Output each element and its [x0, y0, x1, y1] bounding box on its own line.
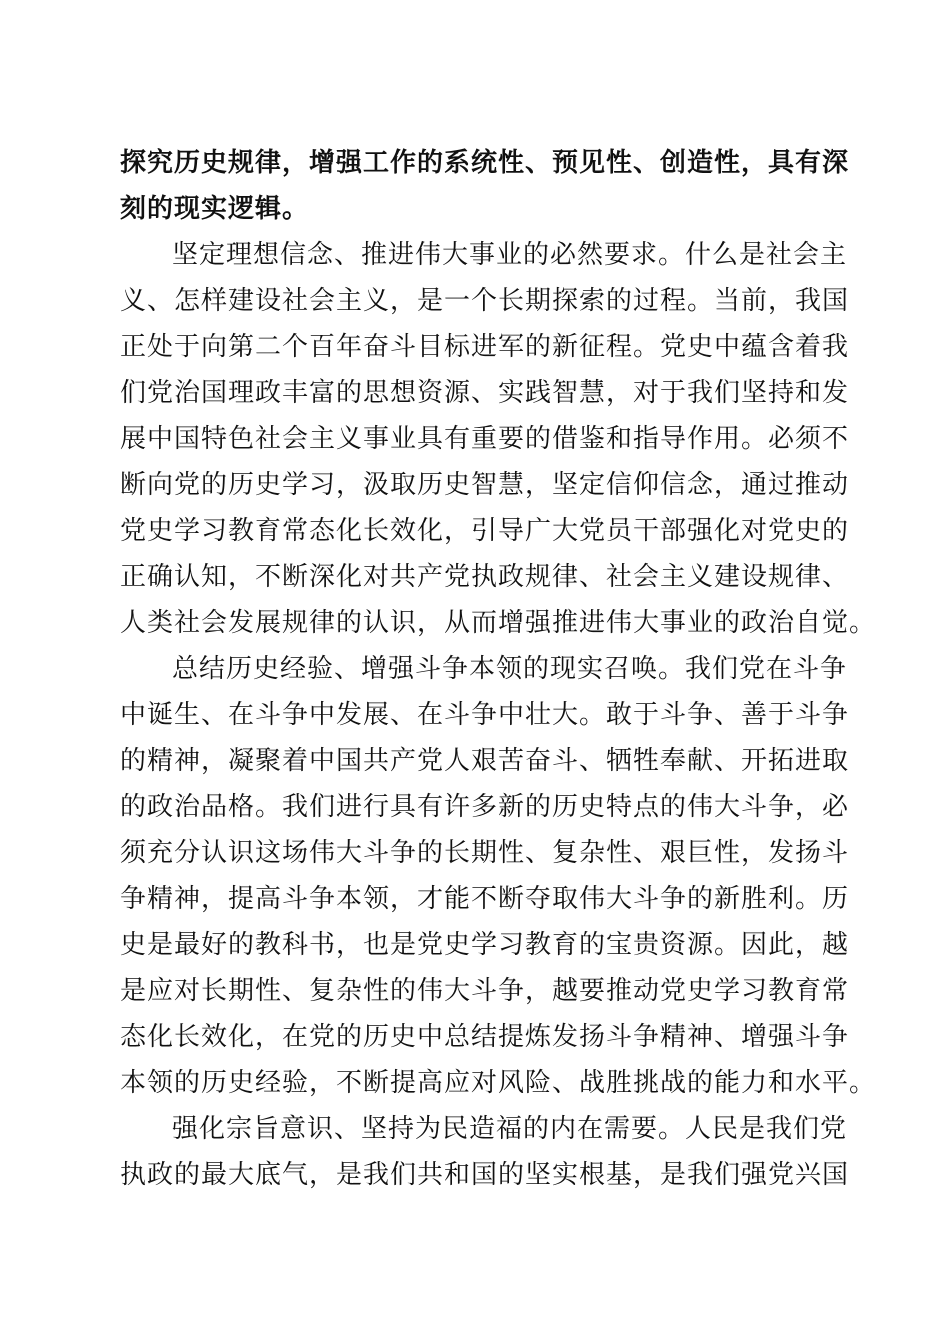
- document-body: [120, 140, 877, 1198]
- paragraph-4: [120, 1106, 850, 1198]
- text-line: 强化宗旨意识、坚持为民造福的内在需要。人民是我们党: [172, 1114, 848, 1144]
- text-line: 探究历史规律，增强工作的系统性、预见性、创造性，具有深: [120, 148, 850, 178]
- text-line: 正确认知，不断深化对共产党执政规律、社会主义建设规律、: [120, 562, 850, 592]
- text-line: 党史学习教育常态化长效化，引导广大党员干部强化对党史的: [120, 516, 850, 546]
- text-line: 断向党的历史学习，汲取历史智慧，坚定信仰信念，通过推动: [120, 470, 850, 500]
- paragraph-2: [120, 232, 877, 646]
- text-line: 态化长效化，在党的历史中总结提炼发扬斗争精神、增强斗争: [120, 1022, 850, 1052]
- text-line: 执政的最大底气，是我们共和国的坚实根基，是我们强党兴国: [120, 1160, 850, 1190]
- text-line: 争精神，提高斗争本领，才能不断夺取伟大斗争的新胜利。历: [120, 884, 850, 914]
- text-line: 本领的历史经验，不断提高应对风险、战胜挑战的能力和水平。: [120, 1068, 877, 1098]
- text-line: 坚定理想信念、推进伟大事业的必然要求。什么是社会主: [172, 240, 848, 270]
- text-line: 中诞生、在斗争中发展、在斗争中壮大。敢于斗争、善于斗争: [120, 700, 850, 730]
- text-line: 正处于向第二个百年奋斗目标进军的新征程。党史中蕴含着我: [120, 332, 850, 362]
- text-line: 展中国特色社会主义事业具有重要的借鉴和指导作用。必须不: [120, 424, 850, 454]
- text-line: 人类社会发展规律的认识，从而增强推进伟大事业的政治自觉。: [120, 608, 877, 638]
- text-line: 义、怎样建设社会主义，是一个长期探索的过程。当前，我国: [120, 286, 850, 316]
- text-line: 总结历史经验、增强斗争本领的现实召唤。我们党在斗争: [172, 654, 848, 684]
- text-line: 史是最好的教科书，也是党史学习教育的宝贵资源。因此，越: [120, 930, 850, 960]
- paragraph-1: [120, 140, 850, 232]
- text-line: 们党治国理政丰富的思想资源、实践智慧，对于我们坚持和发: [120, 378, 850, 408]
- text-line: 的精神，凝聚着中国共产党人艰苦奋斗、牺牲奉献、开拓进取: [120, 746, 850, 776]
- text-line: 是应对长期性、复杂性的伟大斗争，越要推动党史学习教育常: [120, 976, 850, 1006]
- paragraph-3: [120, 646, 877, 1106]
- text-line: 的政治品格。我们进行具有许多新的历史特点的伟大斗争，必: [120, 792, 850, 822]
- text-line: 须充分认识这场伟大斗争的长期性、复杂性、艰巨性，发扬斗: [120, 838, 850, 868]
- text-line: 刻的现实逻辑。: [120, 194, 310, 224]
